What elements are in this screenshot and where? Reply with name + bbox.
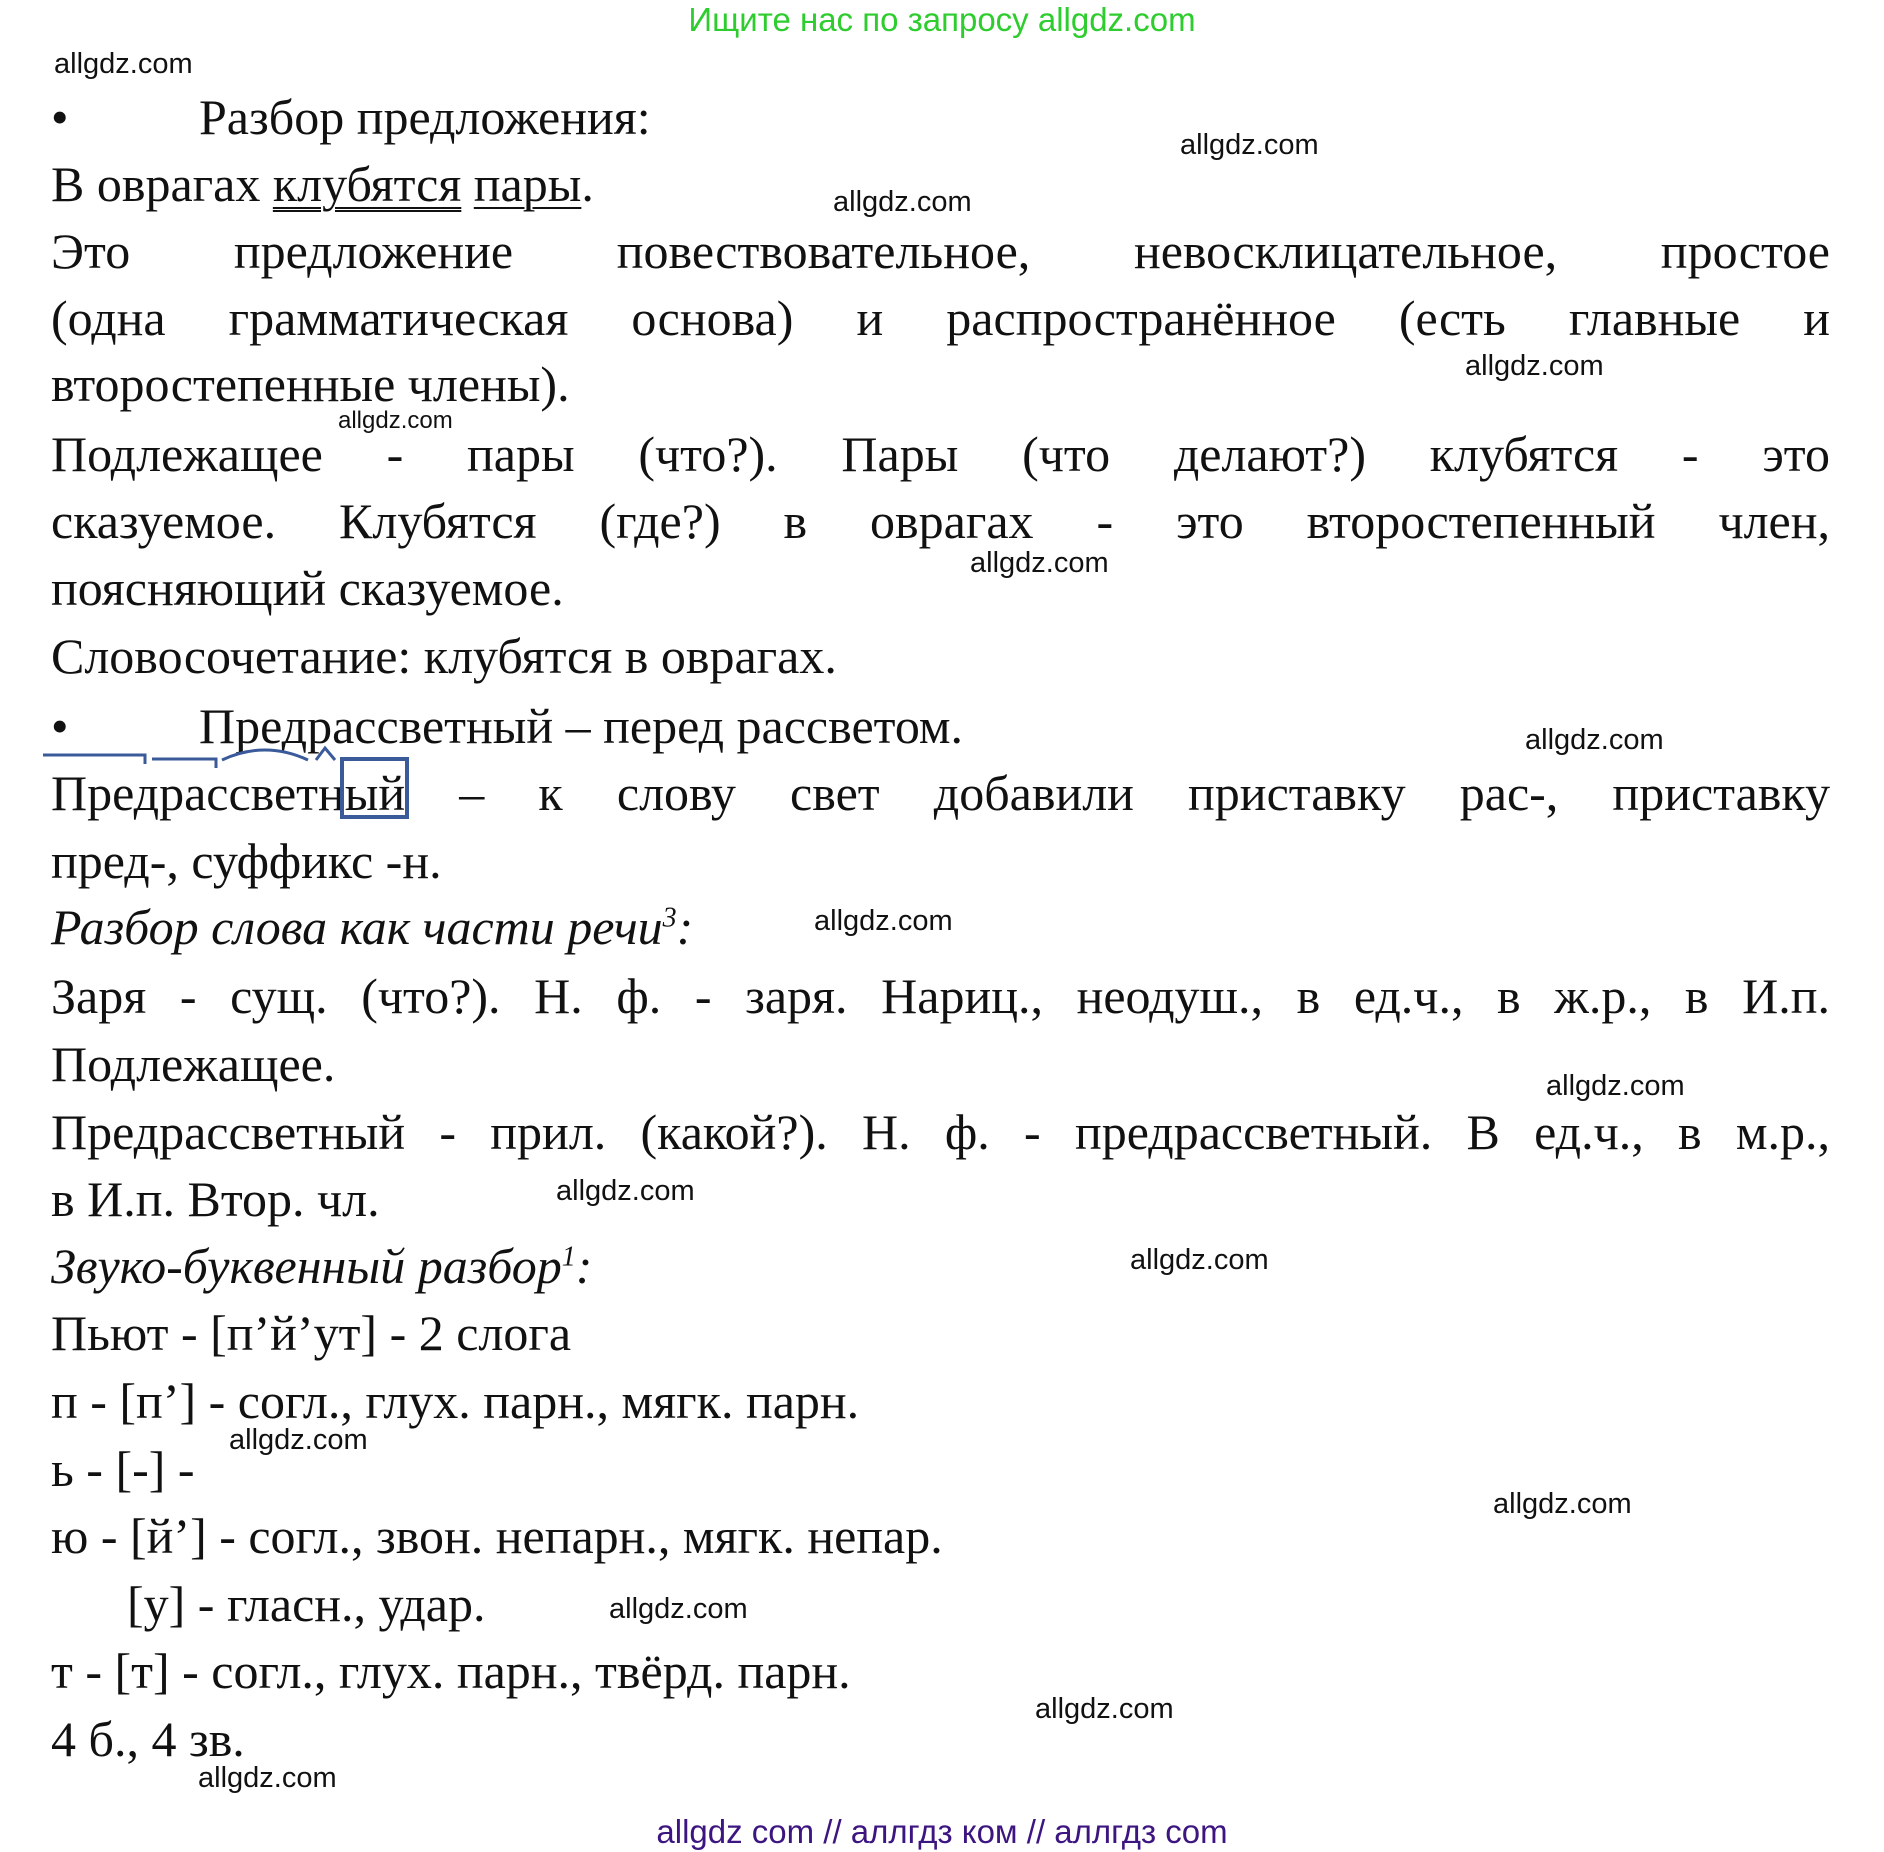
text-line: Это предложение повествовательное, невосклицательное, простое [51,223,1830,279]
watermark: allgdz.com [1525,724,1664,756]
text-line: сказуемое. Клубятся (где?) в оврагах - это второстепенный член, [51,493,1830,549]
watermark: allgdz.com [833,186,972,218]
watermark: allgdz.com [556,1175,695,1207]
watermark: allgdz.com [970,547,1109,579]
word-stem: Предрассветн [51,765,345,821]
text-line: Подлежащее. [51,1036,336,1092]
footer-links: allgdz com // аллгдз ком // аллгдз com [656,1813,1228,1850]
text-line: Пьют - [п’й’ут] - 2 слога [51,1305,572,1361]
watermark: allgdz.com [229,1424,368,1456]
text: Звуко-буквенный разбор [51,1238,562,1294]
watermark: allgdz.com [1465,350,1604,382]
text-line: поясняющий сказуемое. [51,560,564,616]
subject-word: пары [473,156,582,212]
bullet: • [51,89,69,145]
text-line: п - [п’] - согл., глух. парн., мягк. парн. [51,1373,860,1429]
watermark: allgdz.com [1035,1693,1174,1725]
text-line: т - [т] - согл., глух. парн., твёрд. парн. [51,1643,851,1699]
prefix-mark [152,759,216,768]
text-line: пред-, суффикс -н. [51,833,442,889]
text-line: [у] - гласн., удар. [127,1576,486,1632]
watermark: allgdz.com [198,1762,337,1794]
watermark: allgdz.com [54,48,193,80]
watermark: allgdz.com [814,905,953,937]
text-line: ю - [й’] - согл., звон. непарн., мягк. непар. [51,1508,943,1564]
text: . [581,156,594,212]
predicate-word: клубятся [272,156,462,212]
text: Разбор предложения: [199,89,651,145]
footnote-mark: 1 [561,1241,576,1273]
text: : [575,1238,593,1294]
ending-box [342,759,407,817]
watermark: allgdz.com [1493,1488,1632,1520]
watermark: allgdz.com [1130,1244,1269,1276]
text: Предрассветный – перед рассветом. [199,698,964,754]
text: – к слову свет добавили приставку рас-, приставку [405,765,1830,821]
text: В оврагах [51,156,273,212]
text-line: Подлежащее - пары (что?). Пары (что делают?) клубятся - это [51,426,1830,482]
footnote-mark: 3 [662,902,677,934]
text: : [676,899,694,955]
text-line: Заря - сущ. (что?). Н. ф. - заря. Нариц., неодуш., в ед.ч., в ж.р., в И.п. [51,968,1830,1024]
watermark: allgdz.com [1180,129,1319,161]
text: Разбор слова как части речи [51,899,663,955]
word-ending: ый [344,765,406,821]
prefix-mark [43,755,145,764]
text-line: второстепенные члены). [51,356,570,412]
text-line: Предрассветный - прил. (какой?). Н. ф. - предрассветный. В ед.ч., в м.р., [51,1104,1830,1160]
bullet: • [51,698,69,754]
text-line: (одна грамматическая основа) и распространённое (есть главные и [51,290,1830,346]
text-line: Словосочетание: клубятся в оврагах. [51,628,837,684]
text-line: 4 б., 4 зв. [51,1711,245,1767]
suffix-mark [316,748,335,760]
text-line: в И.п. Втор. чл. [51,1171,380,1227]
watermark: allgdz.com [338,407,453,434]
watermark: allgdz.com [1546,1070,1685,1102]
text-line: ь - [-] - [51,1441,195,1497]
root-arc [222,750,308,760]
search-banner: Ищите нас по запросу allgdz.com [688,1,1196,38]
watermark: allgdz.com [609,1593,748,1625]
